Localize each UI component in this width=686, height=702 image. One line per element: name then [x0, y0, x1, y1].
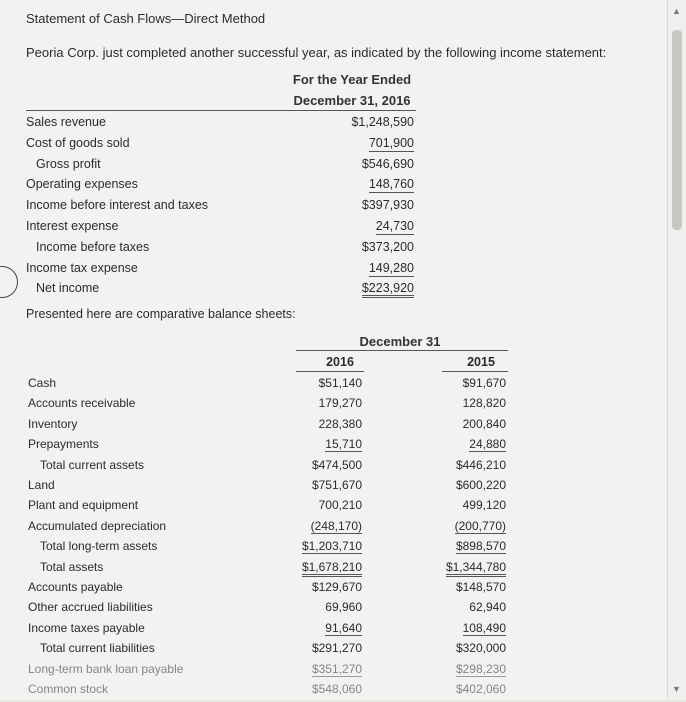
balance-row-2015-value: $402,060: [455, 682, 506, 696]
period-header-line2: December 31, 2016: [293, 93, 411, 108]
balance-row-2016-value: 179,270: [318, 396, 362, 411]
balance-row-label: Total current liabilities: [40, 641, 155, 656]
balance-row: [28, 539, 508, 559]
balance-row-label: Common stock: [28, 682, 109, 696]
balance-row-2015-value: 200,840: [462, 416, 506, 431]
balance-row-2016-value: $548,060: [311, 682, 362, 696]
income-row-label: Income tax expense: [26, 260, 138, 275]
income-row: [26, 281, 416, 301]
balance-row: [28, 621, 508, 641]
balance-row-2016-value: (248,170): [310, 518, 362, 533]
balance-row-2015-value: $600,220: [455, 478, 506, 492]
income-row-value: $1,248,590: [351, 115, 414, 129]
balance-row-label: Income taxes payable: [28, 620, 145, 635]
balance-row: [28, 600, 508, 620]
balance-row-2016-value: 15,710: [325, 437, 362, 452]
year-2015-header: 2015: [467, 355, 495, 369]
income-row-label: Income before taxes: [36, 239, 150, 254]
balance-row: [28, 519, 508, 539]
presented-text: Presented here are comparative balance sheets:: [26, 307, 296, 321]
balance-row-2015-value: 499,120: [462, 498, 506, 513]
balance-row: [28, 662, 508, 682]
year-2015-rule: [442, 371, 508, 372]
income-row-value: $397,930: [361, 198, 414, 213]
balance-row-2016-value: $1,203,710: [301, 539, 362, 554]
balance-row-2015-value: $898,570: [455, 539, 506, 554]
scroll-down-arrow-icon[interactable]: ▼: [672, 684, 681, 694]
balance-row: [28, 682, 508, 702]
balance-row-label: Other accrued liabilities: [28, 600, 153, 615]
balance-row-2016-value: 91,640: [325, 620, 362, 635]
balance-row-2015-value: $148,570: [455, 580, 506, 594]
income-row: [26, 157, 416, 177]
balance-row: [28, 417, 508, 437]
balance-row-2015-value: $91,670: [462, 376, 506, 390]
balance-row-2016-value: $1,678,210: [302, 560, 362, 577]
income-row-label: Net income: [36, 281, 100, 296]
balance-row: [28, 376, 508, 396]
balance-row-label: Accumulated depreciation: [28, 518, 167, 533]
balance-row-2015-value: 108,490: [462, 620, 506, 635]
balance-row-label: Land: [28, 478, 55, 492]
income-row-label: Income before interest and taxes: [26, 198, 209, 213]
income-row-label: Sales revenue: [26, 115, 106, 129]
balance-row-label: Accounts payable: [28, 580, 123, 594]
income-row: [26, 261, 416, 281]
balance-row-label: Cash: [28, 376, 57, 390]
balance-row-label: Total long-term assets: [40, 539, 158, 554]
income-row-value: 148,760: [368, 177, 414, 192]
income-row: [26, 240, 416, 260]
income-row-value: $373,200: [361, 239, 414, 254]
balance-row-2016-value: $751,670: [311, 478, 362, 492]
balance-row: [28, 437, 508, 457]
scroll-thumb[interactable]: [672, 30, 682, 230]
vertical-scrollbar[interactable]: [667, 0, 686, 700]
balance-row-2016-value: $474,500: [311, 457, 362, 472]
balance-row-label: Plant and equipment: [28, 498, 139, 513]
balance-row-2016-value: 69,960: [325, 600, 362, 615]
balance-row: [28, 641, 508, 661]
balance-row-2016-value: $129,670: [311, 580, 362, 594]
balance-row-2015-value: 24,880: [469, 437, 506, 452]
balance-row-2015-value: (200,770): [454, 518, 506, 533]
balance-row-label: Total assets: [40, 559, 104, 574]
balance-row-2015-value: 62,940: [469, 600, 506, 615]
income-row: [26, 136, 416, 156]
balance-row-label: Accounts receivable: [28, 396, 136, 411]
balance-row-label: Inventory: [28, 416, 78, 431]
balance-row-2015-value: $1,344,780: [446, 560, 506, 577]
balance-row-label: Long-term bank loan payable: [28, 661, 184, 676]
income-row: [26, 198, 416, 218]
income-row-value: 701,900: [368, 135, 414, 150]
balance-row-2016-value: 700,210: [318, 498, 362, 513]
scroll-up-arrow-icon[interactable]: ▲: [672, 6, 681, 16]
balance-row-2016-value: $51,140: [318, 376, 362, 390]
income-statement-rule: [26, 110, 416, 111]
partial-circle-icon[interactable]: [0, 266, 18, 298]
balance-sheet-date-header: December 31: [359, 334, 441, 349]
income-row-value: $223,920: [362, 281, 414, 298]
income-row-label: Interest expense: [26, 219, 119, 233]
income-row: [26, 219, 416, 239]
balance-row-2016-value: $351,270: [311, 661, 362, 676]
income-row-value: 149,280: [368, 260, 414, 275]
balance-row: [28, 498, 508, 518]
balance-row-2015-value: 128,820: [462, 396, 506, 411]
income-row-label: Operating expenses: [26, 177, 138, 192]
balance-row-label: Prepayments: [28, 437, 99, 452]
page-heading: Statement of Cash Flows—Direct Method: [26, 11, 266, 26]
balance-row-2015-value: $320,000: [455, 641, 506, 656]
balance-row: [28, 458, 508, 478]
balance-row: [28, 580, 508, 600]
income-row-label: Gross profit: [36, 156, 101, 171]
income-row: [26, 115, 416, 135]
balance-row: [28, 396, 508, 416]
income-row-value: $546,690: [361, 156, 414, 171]
income-row-value: 24,730: [375, 219, 414, 233]
intro-text: Peoria Corp. just completed another successful year, as indicated by the following income statement:: [26, 45, 607, 60]
balance-row: [28, 560, 508, 580]
year-2016-rule: [296, 371, 364, 372]
balance-row-2016-value: 228,380: [318, 416, 362, 431]
period-header-line1: For the Year Ended: [292, 72, 412, 87]
balance-row-2015-value: $298,230: [455, 661, 506, 676]
year-2016-header: 2016: [326, 355, 354, 369]
balance-row: [28, 478, 508, 498]
date-header-rule: [296, 350, 508, 351]
income-row: [26, 177, 416, 197]
income-row-label: Cost of goods sold: [26, 135, 130, 150]
balance-row-2015-value: $446,210: [455, 457, 506, 472]
balance-row-label: Total current assets: [40, 457, 145, 472]
balance-row-2016-value: $291,270: [311, 641, 362, 656]
